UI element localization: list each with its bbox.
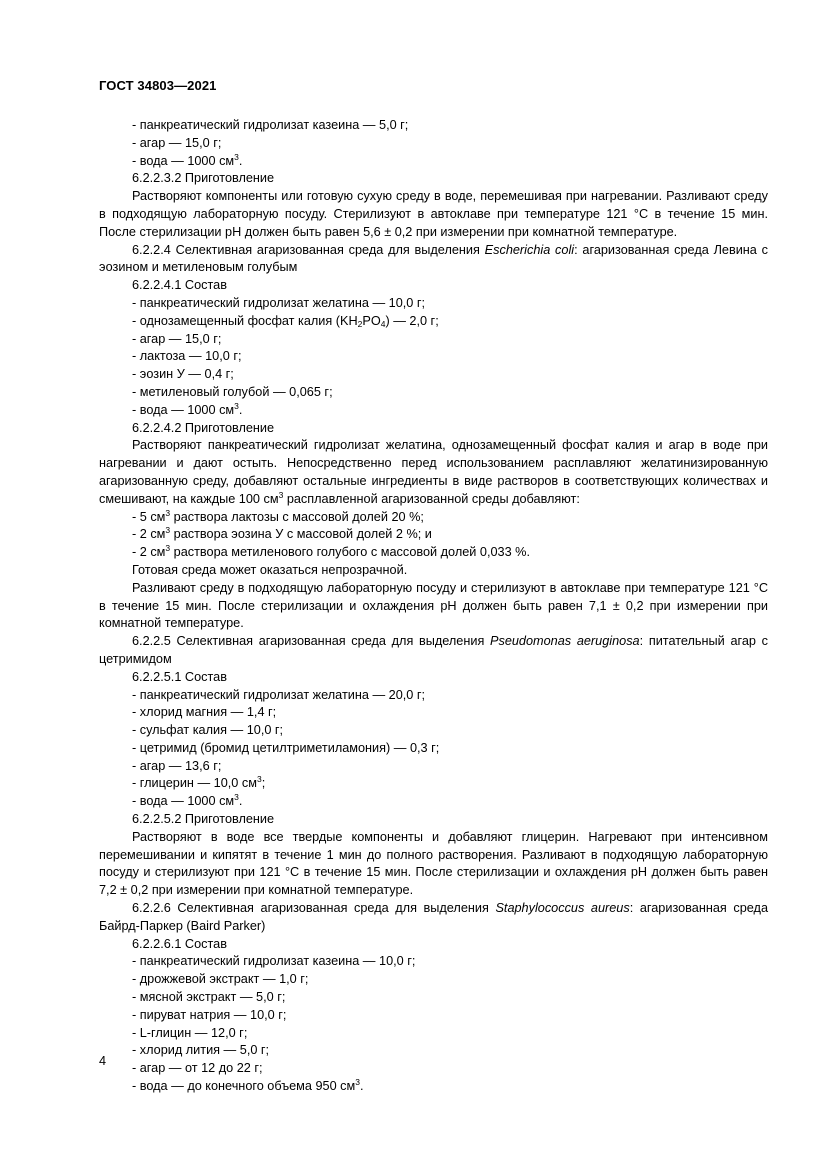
list-item: - панкреатический гидролизат желатина — 20,0 г; (132, 687, 426, 702)
section-heading: 6.2.2.4.1 Состав (132, 278, 227, 293)
section-heading: 6.2.2.3.2 Приготовление (132, 171, 275, 186)
list-item: - панкреатический гидролизат казеина — 5,0 г; (132, 118, 409, 132)
list-item: - мясной экстракт — 5,0 г; (132, 990, 286, 1005)
list-item: - хлорид магния — 1,4 г; (132, 705, 277, 720)
list-item: - L-глицин — 12,0 г; (132, 1025, 248, 1040)
list-item: - вода — 1000 $см^3$. (132, 792, 243, 809)
list-item: - вода — 1000 $см^3$. (132, 151, 243, 168)
list-item: - однозамещенный фосфат калия $(KH_2PO_4)$ — 2,0 г; (132, 313, 439, 329)
list-item: - сульфат калия — 10,0 г; (132, 723, 284, 738)
paragraph: 6.2.2.4 Селективная агаризованная среда для выделения Escherichia coli: агаризованная среда Левина с эозином и метиленовым голубым (99, 242, 768, 275)
list-item: - хлорид лития — 5,0 г; (132, 1043, 270, 1058)
list-item: - агар — 15,0 г; (132, 135, 222, 150)
section-heading: 6.2.2.5.2 Приготовление (132, 812, 275, 827)
list-item: - цетримид (бромид цетилтриметиламония) — 0,3 г; (132, 740, 440, 755)
list-item: - глицерин — 10,0 $см^3$; (132, 774, 266, 791)
section-heading: 6.2.2.5.1 Состав (132, 669, 227, 684)
list-item: - дрожжевой экстракт — 1,0 г; (132, 972, 309, 987)
paragraph: Растворяют компоненты или готовую сухую среду в воде, перемешивая при нагревании. Разливают среду в подходящую лабораторную посуду. Стерилизуют в автоклаве при температуре 121 °С в течение 15 мин. После стерилизации pH должен быть равен 5,6 ± 0,2 при измерении при комнатной температуре. (99, 189, 768, 239)
list-item: - агар — 15,0 г; (132, 331, 222, 346)
list-item: - агар — 13,6 г; (132, 758, 222, 773)
list-item: - эозин У — 0,4 г; (132, 367, 234, 382)
section-heading: Готовая среда может оказаться непрозрачной. (132, 562, 408, 577)
list-item: - панкреатический гидролизат желатина — 10,0 г; (132, 295, 426, 310)
list-item: - 2 $см^3$ раствора метиленового голубого с массовой долей 0,033 %. (132, 543, 530, 560)
document-header: ГОСТ 34803—2021 (99, 78, 217, 93)
list-item: - панкреатический гидролизат казеина — 10,0 г; (132, 954, 416, 969)
section-heading: 6.2.2.4.2 Приготовление (132, 420, 275, 435)
list-item: - вода — 1000 $см^3$. (132, 400, 243, 417)
section-heading: 6.2.2.6.1 Состав (132, 936, 227, 951)
list-item: - агар — от 12 до 22 г; (132, 1061, 263, 1076)
list-item: - 2 $см^3$ раствора эозина У с массовой долей 2 %; и (132, 525, 432, 542)
document-body (99, 117, 768, 1096)
paragraph: Растворяют в воде все твердые компоненты и добавляют глицерин. Нагревают при интенсивном перемешивании и кипятят в течение 1 мин до полного растворения. Разливают в подходящую лабораторную посуду и стерилизуют при 121 °С в течение 15 мин. После стерилизации и охлаждения pH должен быть равен 7,2 ± 0,2 при измерении при комнатной температуре. (99, 829, 768, 898)
paragraph: Разливают среду в подходящую лабораторную посуду и стерилизуют в автоклаве при температуре 121 °С в течение 15 мин. После стерилизации и охлаждения pH должен быть равен 7,1 ± 0,2 при измерении при комнатной температуре. (99, 580, 768, 631)
paragraph: 6.2.2.5 Селективная агаризованная среда для выделения Pseudomonas aeruginosa: питательный агар с цетримидом (99, 634, 768, 666)
list-item: - пируват натрия — 10,0 г; (132, 1007, 287, 1022)
list-item: - метиленовый голубой — 0,065 г; (132, 384, 333, 399)
list-item: - лактоза — 10,0 г; (132, 349, 242, 364)
paragraph: Растворяют панкреатический гидролизат желатина, однозамещенный фосфат калия и агар в воде при нагревании и дают остыть. Непосредственно перед использованием расплавляют желатинизированную агаризованную среду, добавляют остальные ингредиенты в виде растворов в соответствующих количествах и смешивают, на каждые 100 $см^3$ расплавленной агаризованной среды добавляют: (99, 438, 768, 506)
list-item: - вода — до конечного объема 950 $см^3$. (132, 1077, 364, 1094)
list-item: - 5 $см^3$ раствора лактозы с массовой долей 20 %; (132, 507, 424, 524)
page-number: 4 (99, 1054, 107, 1068)
paragraph: 6.2.2.6 Селективная агаризованная среда для выделения Staphylococcus aureus: агаризованная среда Байрд-Паркер (Baird Parker) (99, 901, 768, 933)
